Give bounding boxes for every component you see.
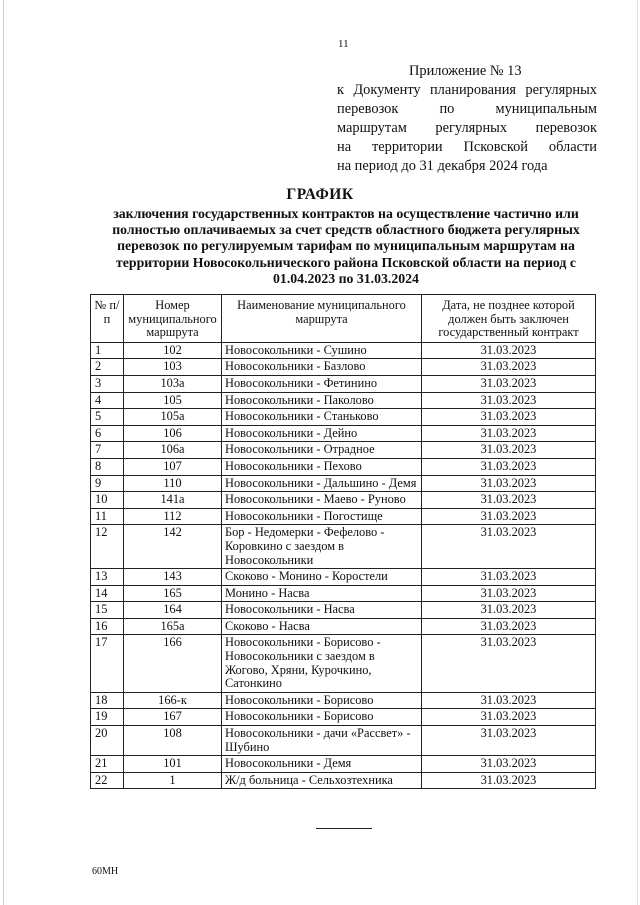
contract-date-cell: 31.03.2023 [422, 569, 596, 586]
route-name-cell: Монино - Насва [222, 585, 422, 602]
route-name-cell: Новосокольники - Дальшино - Демя [222, 475, 422, 492]
table-row [91, 618, 596, 635]
table-row [91, 692, 596, 709]
contract-date-cell: 31.03.2023 [422, 492, 596, 509]
route-name-cell: Бор - Недомерки - Фефелово - Коровкино с заездом в Новосокольники [222, 525, 422, 569]
footer-code: 60МН [92, 866, 119, 877]
route-number-cell: 143 [124, 569, 222, 586]
route-name-cell: Скоково - Монино - Коростели [222, 569, 422, 586]
page-number: 11 [338, 38, 349, 50]
route-number-cell: 108 [124, 726, 222, 756]
appendix-line-3: перевозок по муниципальным [337, 101, 597, 117]
row-number-cell: 18 [91, 692, 124, 709]
route-number-cell: 110 [124, 475, 222, 492]
route-name-cell: Новосокольники - Маево - Руново [222, 492, 422, 509]
route-name-cell: Новосокольники - Погостище [222, 508, 422, 525]
row-number-cell: 7 [91, 442, 124, 459]
route-name-cell: Ж/д больница - Сельхозтехника [222, 772, 422, 789]
table-row [91, 409, 596, 426]
route-name-cell: Скоково - Насва [222, 618, 422, 635]
document-subtitle: заключения государственных контрактов на осуществление частично или полностью оплачиваемых за счет средств областного бюджета регулярных перевозок по регулируемым тарифам по муниципальным маршрутам на территории Новосокольнического района Псковской области на период с 01.04.2023 по 31.03.2024 [112, 206, 580, 286]
row-number-cell: 6 [91, 425, 124, 442]
row-number-cell: 12 [91, 525, 124, 569]
route-name-cell: Новосокольники - Сушино [222, 342, 422, 359]
contract-date-cell: 31.03.2023 [422, 756, 596, 773]
appendix-heading [337, 62, 597, 176]
table-row [91, 756, 596, 773]
row-number-cell: 3 [91, 375, 124, 392]
contract-date-cell: 31.03.2023 [422, 475, 596, 492]
row-number-cell: 13 [91, 569, 124, 586]
header-route-number: Номер муниципального маршрута [124, 295, 222, 343]
route-number-cell: 103а [124, 375, 222, 392]
table-row [91, 726, 596, 756]
contract-date-cell: 31.03.2023 [422, 525, 596, 569]
table-header-row [91, 295, 596, 343]
table-row [91, 585, 596, 602]
route-name-cell: Новосокольники - Борисово [222, 692, 422, 709]
table-row [91, 425, 596, 442]
contract-date-cell: 31.03.2023 [422, 726, 596, 756]
route-number-cell: 101 [124, 756, 222, 773]
contract-date-cell: 31.03.2023 [422, 709, 596, 726]
contract-date-cell: 31.03.2023 [422, 692, 596, 709]
route-number-cell: 1 [124, 772, 222, 789]
contract-date-cell: 31.03.2023 [422, 442, 596, 459]
row-number-cell: 20 [91, 726, 124, 756]
page-edge-right [637, 0, 638, 905]
table-row [91, 342, 596, 359]
route-name-cell: Новосокольники - Паколово [222, 392, 422, 409]
table-row [91, 375, 596, 392]
table-row [91, 525, 596, 569]
contract-date-cell: 31.03.2023 [422, 425, 596, 442]
row-number-cell: 22 [91, 772, 124, 789]
contract-date-cell: 31.03.2023 [422, 359, 596, 376]
contract-date-cell: 31.03.2023 [422, 375, 596, 392]
table-row [91, 508, 596, 525]
route-number-cell: 141а [124, 492, 222, 509]
route-number-cell: 103 [124, 359, 222, 376]
route-name-cell: Новосокольники - Насва [222, 602, 422, 619]
routes-table-body [91, 342, 596, 789]
row-number-cell: 10 [91, 492, 124, 509]
contract-date-cell: 31.03.2023 [422, 458, 596, 475]
contract-date-cell: 31.03.2023 [422, 409, 596, 426]
route-name-cell: Новосокольники - Отрадное [222, 442, 422, 459]
route-number-cell: 107 [124, 458, 222, 475]
table-row [91, 442, 596, 459]
table-row [91, 359, 596, 376]
contract-date-cell: 31.03.2023 [422, 618, 596, 635]
route-number-cell: 112 [124, 508, 222, 525]
routes-table [90, 294, 596, 789]
row-number-cell: 9 [91, 475, 124, 492]
route-number-cell: 166 [124, 635, 222, 692]
route-number-cell: 166-к [124, 692, 222, 709]
table-row [91, 492, 596, 509]
row-number-cell: 19 [91, 709, 124, 726]
table-row [91, 569, 596, 586]
route-name-cell: Новосокольники - Борисово - Новосокольники с заездом в Жогово, Хряни, Курочкино, Сатонкино [222, 635, 422, 692]
end-divider [316, 828, 372, 829]
row-number-cell: 4 [91, 392, 124, 409]
route-number-cell: 102 [124, 342, 222, 359]
route-name-cell: Новосокольники - Станьково [222, 409, 422, 426]
route-number-cell: 165а [124, 618, 222, 635]
contract-date-cell: 31.03.2023 [422, 772, 596, 789]
table-row [91, 392, 596, 409]
row-number-cell: 8 [91, 458, 124, 475]
route-name-cell: Новосокольники - Фетинино [222, 375, 422, 392]
row-number-cell: 15 [91, 602, 124, 619]
appendix-line-5: на территории Псковской области [337, 139, 597, 155]
table-row [91, 475, 596, 492]
contract-date-cell: 31.03.2023 [422, 342, 596, 359]
header-contract-date: Дата, не позднее которой должен быть заключен государственный контракт [422, 295, 596, 343]
row-number-cell: 11 [91, 508, 124, 525]
appendix-line-4: маршрутам регулярных перевозок [337, 120, 597, 136]
row-number-cell: 16 [91, 618, 124, 635]
contract-date-cell: 31.03.2023 [422, 602, 596, 619]
table-row [91, 602, 596, 619]
route-number-cell: 165 [124, 585, 222, 602]
table-row [91, 709, 596, 726]
table-row [91, 635, 596, 692]
route-name-cell: Новосокольники - Базлово [222, 359, 422, 376]
table-row [91, 458, 596, 475]
contract-date-cell: 31.03.2023 [422, 508, 596, 525]
appendix-line-6: на период до 31 декабря 2024 года [337, 158, 548, 174]
page-edge-left [3, 0, 4, 905]
contract-date-cell: 31.03.2023 [422, 392, 596, 409]
row-number-cell: 14 [91, 585, 124, 602]
header-route-name: Наименование муниципального маршрута [222, 295, 422, 343]
route-name-cell: Новосокольники - Дейно [222, 425, 422, 442]
route-name-cell: Новосокольники - Пехово [222, 458, 422, 475]
route-name-cell: Новосокольники - Борисово [222, 709, 422, 726]
row-number-cell: 1 [91, 342, 124, 359]
route-number-cell: 164 [124, 602, 222, 619]
route-number-cell: 105 [124, 392, 222, 409]
table-row [91, 772, 596, 789]
row-number-cell: 2 [91, 359, 124, 376]
contract-date-cell: 31.03.2023 [422, 635, 596, 692]
appendix-line-1: Приложение № 13 [409, 63, 522, 79]
route-number-cell: 105а [124, 409, 222, 426]
route-number-cell: 106 [124, 425, 222, 442]
route-number-cell: 142 [124, 525, 222, 569]
row-number-cell: 17 [91, 635, 124, 692]
route-number-cell: 106а [124, 442, 222, 459]
document-title: ГРАФИК [286, 186, 354, 203]
route-name-cell: Новосокольники - дачи «Рассвет» - Шубино [222, 726, 422, 756]
contract-date-cell: 31.03.2023 [422, 585, 596, 602]
row-number-cell: 21 [91, 756, 124, 773]
row-number-cell: 5 [91, 409, 124, 426]
route-name-cell: Новосокольники - Демя [222, 756, 422, 773]
route-number-cell: 167 [124, 709, 222, 726]
header-number: № п/п [91, 295, 124, 343]
appendix-line-2: к Документу планирования регулярных [337, 82, 597, 98]
